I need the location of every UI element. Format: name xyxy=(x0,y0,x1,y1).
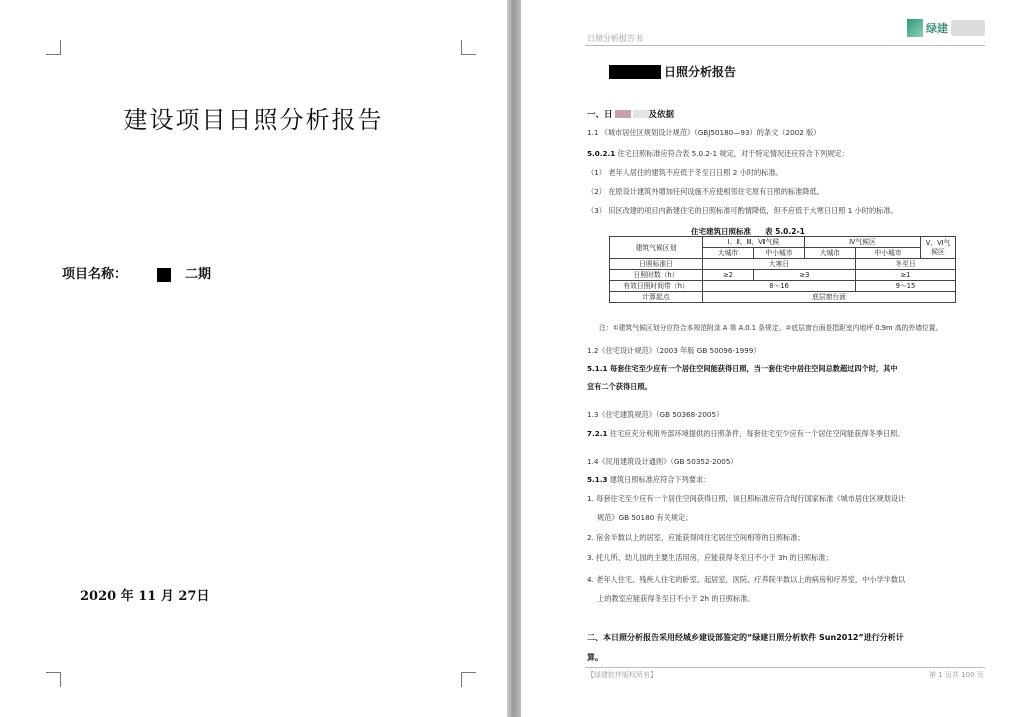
s14-item-1b: 规范》GB 50180 有关规定； xyxy=(597,513,693,522)
table-caption: 住宅建筑日照标准 表 5.0.2-1 xyxy=(691,227,805,236)
table-note: 注：①建筑气候区划分应符合本规范附录 A 第 A.0.1 条规定。②底层窗台面是指距室内地坪 0.9m 高的外墙位置。 xyxy=(599,324,943,332)
s13-line-1: 7.2.1 住宅应充分利用外部环境提供的日照条件，每套住宅至少应有一个居住空间能获得冬季日照。 xyxy=(587,429,905,438)
project-label: 项目名称： xyxy=(62,267,128,282)
s11-item-1: （1） 老年人居住的建筑不应低于冬至日日照 2 小时的标准。 xyxy=(587,168,783,177)
s11-title: 1.1 《城市居住区规划设计规范》（GBJ50180—93）的条文（2002 版） xyxy=(587,128,821,137)
s14-item-3: 3. 托儿所、幼儿园的主要生活用房，应能获得冬至日不小于 3h 的日照标准； xyxy=(587,553,833,562)
s14-item-4a: 4. 老年人住宅、残疾人住宅的卧室、起居室，医院、疗养院半数以上的病房和疗养室，中小学半数以 xyxy=(587,575,906,584)
table-cell: 底层窗台面 xyxy=(703,292,956,303)
cover-title: 建设项目日照分析报告 xyxy=(123,106,384,134)
table-cell: 8～16 xyxy=(703,281,856,292)
s11-rule: 5.0.2.1 住宅日照标准应符合表 5.0.2-1 规定，对于特定情况还应符合下列规定： xyxy=(587,149,849,158)
s14-item-4b: 上的教室应能获得冬至日不小于 2h 的日照标准。 xyxy=(597,594,755,603)
logo-icon xyxy=(907,19,923,37)
header-rule xyxy=(585,45,985,46)
redaction-block xyxy=(609,65,661,79)
table-cell: 有效日照时间带（h） xyxy=(610,281,703,292)
table-cell: ≥1 xyxy=(856,270,956,281)
table-cell: 中小城市 xyxy=(856,248,921,259)
table-cell: 日照时数（h） xyxy=(610,270,703,281)
section2-line-2: 算。 xyxy=(587,653,603,662)
doc-title-row xyxy=(609,63,736,80)
sunlight-standard-table xyxy=(609,236,956,303)
footer-page-number: 第 1 页共 100 页 xyxy=(929,671,984,679)
s12-line-2: 宜有二个获得日照。 xyxy=(587,382,652,391)
blurred-logo-area xyxy=(951,20,985,36)
s14-rule: 5.1.3 建筑日照标准应符合下列要求： xyxy=(587,475,711,484)
blurred-text xyxy=(615,110,631,118)
s11-item-3: （3） 旧区改建的项目内新建住宅的日照标准可酌情降低，但不应低于大寒日日照 1 小时的标准。 xyxy=(587,206,898,215)
section2-line-1: 二、本日照分析报告采用经城乡建设部鉴定的“绿建日照分析软件 Sun2012”进行分析计 xyxy=(587,633,904,642)
crop-mark xyxy=(46,40,61,55)
table-cell: 大寒日 xyxy=(703,259,856,270)
cover-page xyxy=(0,0,507,717)
table-cell: 大城市 xyxy=(805,248,856,259)
project-name-line xyxy=(62,263,211,282)
s12-title: 1.2《住宅设计规范》（2003 年版 GB 50096-1999） xyxy=(587,346,761,355)
table-cell: 9～15 xyxy=(856,281,956,292)
s11-item-2: （2） 在原设计建筑外增加任何设施不应使相邻住宅原有日照的标准降低。 xyxy=(587,187,824,196)
table-cell: 大城市 xyxy=(703,248,754,259)
table-cell: Ⅳ气候区 xyxy=(805,237,921,248)
report-page xyxy=(521,0,1027,717)
s14-item-2: 2. 宿舍半数以上的居室，应能获得同住宅居住空间相等的日照标准； xyxy=(587,533,805,542)
project-suffix: 二期 xyxy=(185,267,212,282)
header-text: 日照分析报告书 xyxy=(587,34,643,43)
crop-mark xyxy=(461,672,476,687)
s14-item-1a: 1. 每套住宅至少应有一个居住空间获得日照，该日照标准应符合现行国家标准《城市居住区规划设计 xyxy=(587,494,906,503)
table-cell: 日照标准日 xyxy=(610,259,703,270)
cover-date: 2020 年 11 月 27日 xyxy=(80,589,210,604)
table-cell: 中小城市 xyxy=(754,248,805,259)
crop-mark xyxy=(461,40,476,55)
table-cell: ≥3 xyxy=(754,270,856,281)
table-cell: 建筑气候区划 xyxy=(610,237,703,259)
page-gutter xyxy=(507,0,521,717)
section1-heading: 一、日 及依据 xyxy=(587,110,675,120)
redaction-block xyxy=(157,268,171,282)
table-cell: Ⅰ、Ⅱ、Ⅲ、Ⅶ气候 xyxy=(703,237,805,248)
s13-title: 1.3《住宅建筑规范》（GB 50368-2005） xyxy=(587,410,724,419)
table-cell: 冬至日 xyxy=(856,259,956,270)
blurred-text xyxy=(633,110,649,118)
table-cell: 计算起点 xyxy=(610,292,703,303)
footer-left: 【绿建软件版权所有】 xyxy=(587,671,657,679)
crop-mark xyxy=(46,672,61,687)
table-cell: Ⅴ、Ⅵ气候区 xyxy=(921,237,956,259)
doc-title: 日照分析报告 xyxy=(664,65,737,79)
s14-title: 1.4《民用建筑设计通则》（GB 50352-2005） xyxy=(587,457,738,466)
table-cell: ≥2 xyxy=(703,270,754,281)
s12-line-1: 5.1.1 每套住宅至少应有一个居住空间能获得日照，当一套住宅中居住空间总数超过四个时，其中 xyxy=(587,364,898,373)
footer-rule xyxy=(585,667,985,668)
logo-text: 绿建 xyxy=(926,22,948,35)
header-logo xyxy=(907,19,985,37)
